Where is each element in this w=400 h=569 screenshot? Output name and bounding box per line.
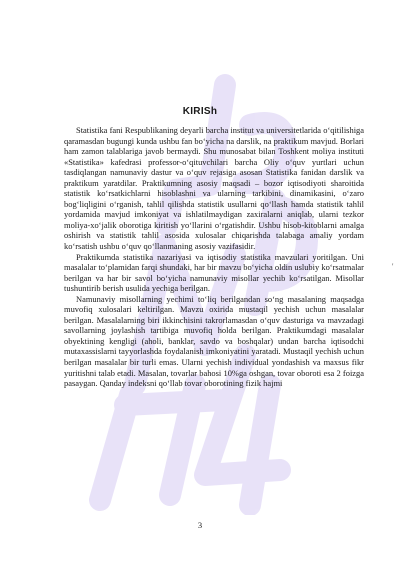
section-heading: KIRISh: [182, 106, 218, 117]
paragraph: Namunaviy misollarning yechimi to‘liq berilgandan so‘ng masalaning maqsadga muvofiq xulosalari keltirilgan. Mavzu oxirida mustaqil yechish uchun masalalar berilgan. Masalalarning biri ikkinchisini takrorlamasdan o‘quv dasturiga va mavzadagi savollarning joylashish tartibiga muvofiq holda berilgan. Praktikumdagi masalalar obyektining kengligi (aholi, banklar, savdo va boshqalar) undan barcha iqtisodchi mutaxassislarni tayyorlashda foydalanish imkoniyatini yaratadi. Mustaqil yechish uchun berilgan masalalar bir turli emas. Ularni yechish individual yondashish va maxsus fikr yuritishni talab etadi. Masalan, tovarlar bahosi 10%ga oshgan, tovar oboroti esa 2 foizga pasaygan. Qanday indeksni qo‘llab tovar oborotining fizik hajmi: [64, 293, 364, 389]
paragraph: Statistika fani Respublikaning deyarli barcha institut va universitetlarida o‘qitilishiga qaramasdan bugungi kunda ushbu fan bo‘yicha na darslik, na praktikum mavjud. Borlari ham zamon talablariga javob bermaydi. Shu munosabat bilan Toshkent moliya instituti «Statistika» kafedrasi professor-o‘qituvchilari barcha Oliy o‘quv yurtlari uchun tasdiqlangan namunaviy dastur va o‘quv rejasiga asosan Statistika fanidan darslik va praktikum yaratdilar. Praktikumning asosiy maqsadi – bozor iqtisodiyoti sharoitida statistik ko‘rsatkichlarni hisoblashni va ularning tarkibini, dinamikasini, o‘zaro bog‘liqligini o‘rganish, tahlil qilishda statistik usullarni qo‘llash hamda statistik tahlil yordamida mavjud imkoniyat va ishlatilmaydigan zaxiralarni aniqlab, ularni tezkor moliya-xo‘jalik oborotiga kiritish yo‘llarini o‘rgatishdir. Ushbu hisob-kitoblarni amalga oshirish va statistik tahlil asosida xulosalar chiqarishda talabaga amaliy yordam ko‘rsatish ushbu o‘quv qo‘llanmaning asosiy vazifasidir.: [64, 125, 364, 252]
page-number: 3: [197, 520, 203, 530]
body-text: [64, 125, 364, 389]
paragraph: Praktikumda statistika nazariyasi va iqtisodiy statistika mavzulari yoritilgan. Uni masalalar to‘plamidan farqi shundaki, har bir mavzu bo‘yicha oldin uslubiy ko‘rsatmalar berilgan va har bir savol bo‘yicha namunaviy misollar yechib ko‘rsatilgan. Misollar tushuntirib berish usulida yechiga berilgan.: [64, 251, 364, 294]
margin-mark: ': [392, 262, 394, 271]
